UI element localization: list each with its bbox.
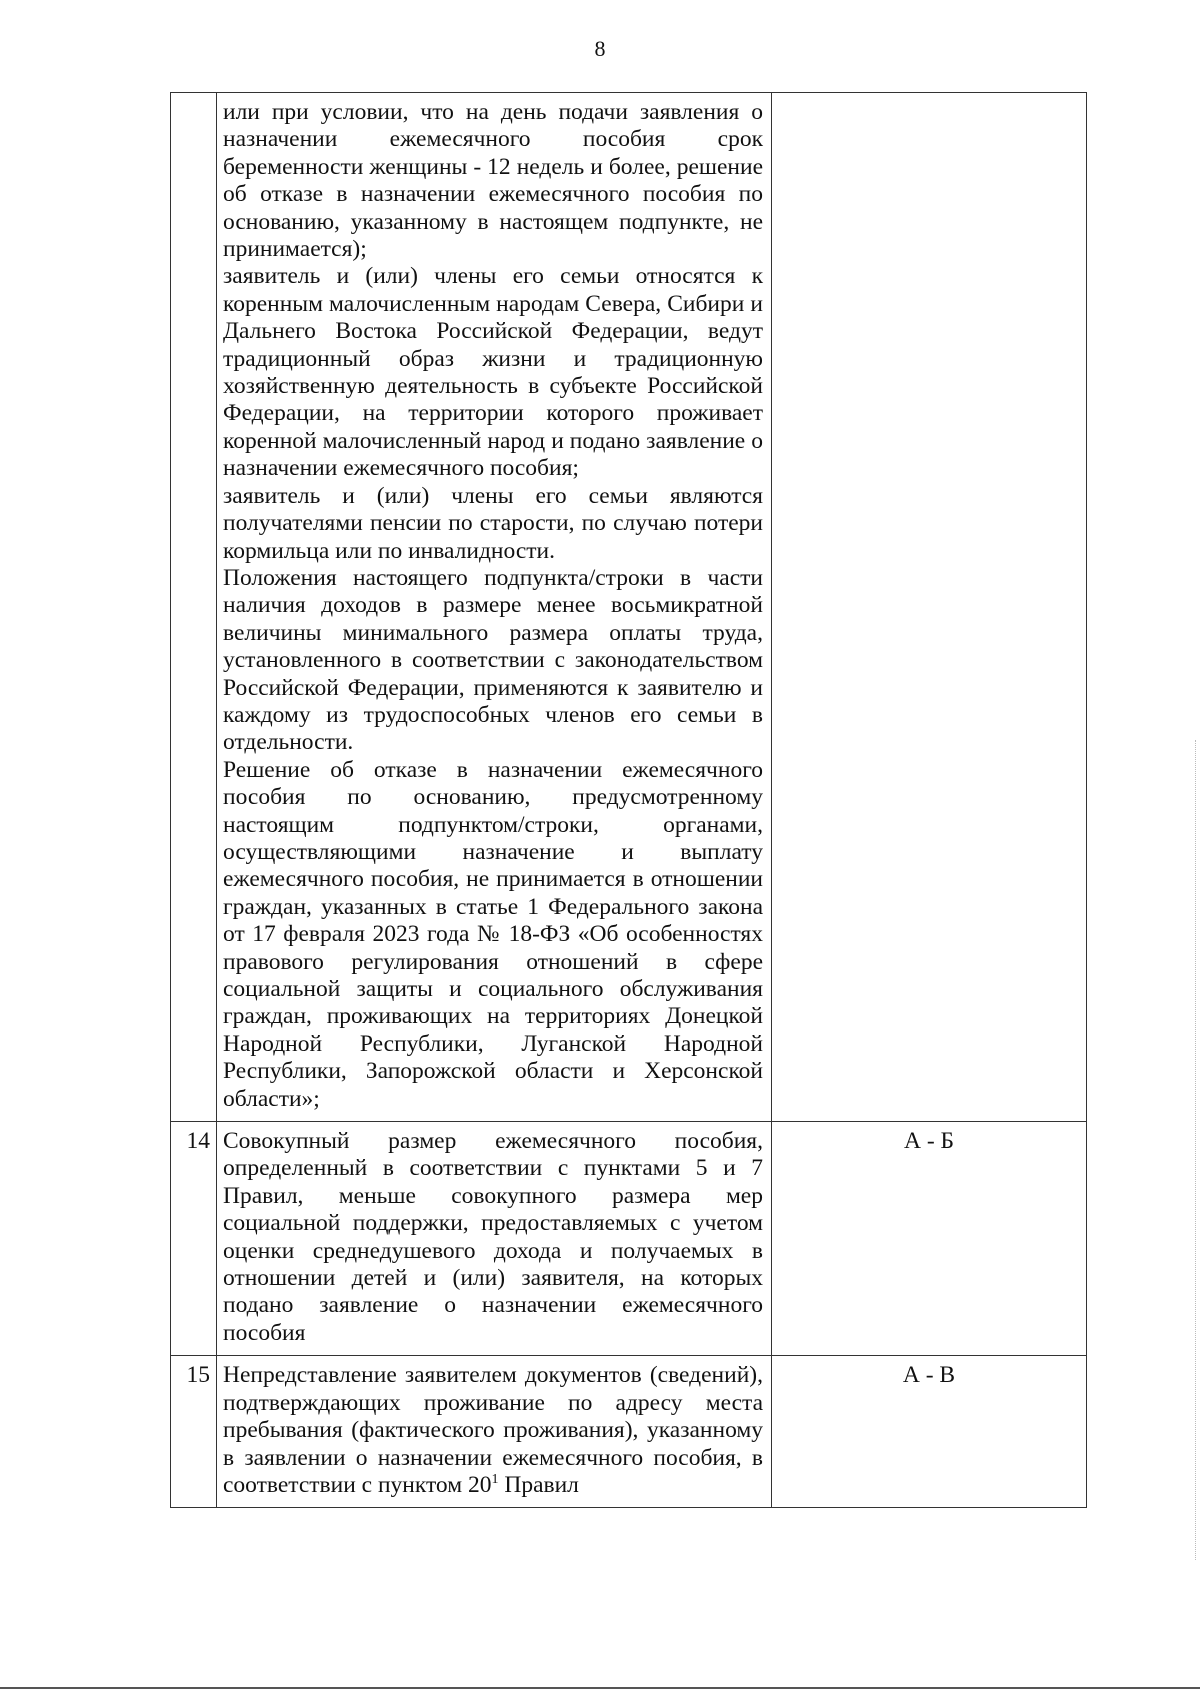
paragraph: Совокупный размер ежемесячного пособия, определенный в соответствии с пунктами 5 и 7 Правил, меньше совокупного размера мер социальной поддержки, предоставляемых с учетом оценки среднедушевого дохода и получаемых в отношении детей и (или) заявителя, на которых подано заявление о назначении ежемесячного пособия (223, 1128, 763, 1346)
row-text-cell (217, 1122, 772, 1356)
superscript: 1 (491, 1472, 499, 1488)
scan-edge-mark (1195, 740, 1198, 1560)
paragraph: заявитель и (или) члены его семьи являются получателями пенсии по старости, по случаю потери кормильца или по инвалидности. (223, 482, 763, 564)
row-code: А - В (772, 1356, 1087, 1508)
paragraph-tail-text: Правил (498, 1471, 579, 1498)
paragraph: Положения настоящего подпункта/строки в части наличия доходов в размере менее восьмикратной величины минимального размера оплаты труда, установленного в соответствии с законодательством Российской Федерации, применяются к заявителю и каждому из трудоспособных членов его семьи в отдельности. (223, 564, 763, 756)
paragraph-main-text: Непредставление заявителем документов (сведений), подтверждающих проживание по адресу места пребывания (фактического проживания), указанному в заявлении о назначении ежемесячного пособия, в соответствии с пунктом 20 (223, 1362, 763, 1498)
table-row (171, 93, 1087, 1122)
paragraph: Решение об отказе в назначении ежемесячного пособия по основанию, предусмотренному настоящим подпунктом/строки, органами, осуществляющими назначение и выплату ежемесячного пособия, не принимается в отношении граждан, указанных в статье 1 Федерального закона от 17 февраля 2023 года № 18-ФЗ «Об особенностях правового регулирования отношений в сфере социальной защиты и социального обслуживания граждан, проживающих на территориях Донецкой Народной Республики, Луганской Народной Республики, Запорожской области и Херсонской области»; (223, 756, 763, 1112)
table-row (171, 1122, 1087, 1356)
row-code: А - Б (772, 1122, 1087, 1356)
paragraph (223, 1362, 763, 1499)
row-number (171, 93, 217, 1122)
row-code (772, 93, 1087, 1122)
row-text-cell (217, 93, 772, 1122)
row-number: 15 (171, 1356, 217, 1508)
page-number: 8 (594, 36, 606, 61)
table-row (171, 1356, 1087, 1508)
paragraph: или при условии, что на день подачи заявления о назначении ежемесячного пособия срок беременности женщины - 12 недель и более, решение об отказе в назначении ежемесячного пособия по основанию, указанному в настоящем подпункте, не принимается); (223, 99, 763, 263)
paragraph: заявитель и (или) члены его семьи относятся к коренным малочисленным народам Севера, Сибири и Дальнего Востока Российской Федерации, ведут традиционный образ жизни и традиционную хозяйственную деятельность в субъекте Российской Федерации, на территории которого проживает коренной малочисленный народ и подано заявление о назначении ежемесячного пособия; (223, 263, 763, 482)
document-table (170, 92, 1087, 1508)
row-text-cell (217, 1356, 772, 1508)
page-bottom-rule (0, 1687, 1200, 1689)
row-number: 14 (171, 1122, 217, 1356)
